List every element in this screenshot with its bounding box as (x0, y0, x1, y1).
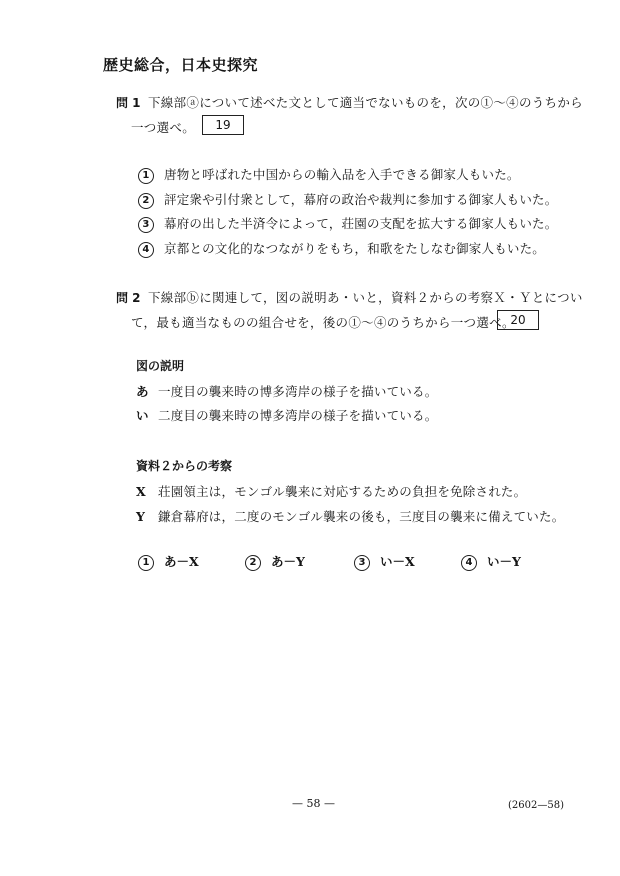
q1-text-line1: 下線部ⓐについて述べた文として適当でないものを，次の①～④のうちから (148, 95, 583, 110)
source-item-y (136, 507, 564, 525)
q2-label: 問 2 (116, 291, 141, 305)
q1-label: 問 1 (116, 96, 141, 110)
q2-choice-1 (138, 552, 199, 571)
q2-text-line1: 下線部ⓑに関連して，図の説明あ・いと，資料２からの考察Ｘ・Ｙとについ (148, 290, 583, 305)
q1-answer-box: 19 (202, 115, 244, 135)
q2-choice-3 (354, 552, 415, 571)
choice-number-icon: 3 (354, 555, 370, 571)
source-consideration-heading: 資料２からの考察 (136, 459, 233, 473)
q1-option-1 (138, 165, 520, 184)
choice-number-icon: 2 (245, 555, 261, 571)
item-mark: Y (136, 509, 146, 524)
item-text: 荘園領主は，モンゴル襲来に対応するための負担を免除された。 (158, 484, 527, 499)
q1-text-line2: 一つ選べ。 (131, 120, 196, 135)
option-number-icon: 3 (138, 217, 154, 233)
item-mark: X (136, 484, 146, 499)
item-mark: い (136, 408, 149, 423)
choice-number-icon: 1 (138, 555, 154, 571)
q2-choice-4 (461, 552, 521, 571)
choice-text: い－X (380, 554, 415, 569)
item-mark: あ (136, 384, 149, 399)
item-text: 鎌倉幕府は，二度のモンゴル襲来の後も，三度目の襲来に備えていた。 (158, 509, 565, 524)
q2-answer-box: 20 (497, 310, 539, 330)
choice-text: あ－X (164, 554, 199, 569)
section-title: 歴史総合，日本史探究 (103, 56, 259, 74)
figure-item-i (136, 406, 437, 424)
q1-option-4 (138, 239, 545, 258)
option-number-icon: 1 (138, 168, 154, 184)
q1-option-2 (138, 190, 557, 209)
option-text: 唐物と呼ばれた中国からの輸入品を入手できる御家人もいた。 (164, 167, 520, 182)
option-number-icon: 4 (138, 242, 154, 258)
choice-text: あ－Y (271, 554, 305, 569)
option-text: 幕府の出した半済令によって，荘園の支配を拡大する御家人もいた。 (164, 216, 558, 231)
choice-text: い－Y (487, 554, 521, 569)
option-number-icon: 2 (138, 193, 154, 209)
option-text: 評定衆や引付衆として，幕府の政治や裁判に参加する御家人もいた。 (164, 192, 558, 207)
q1-option-3 (138, 214, 557, 233)
page-code: (2602—58) (508, 800, 564, 811)
q2-choice-2 (245, 552, 305, 571)
source-item-x (136, 482, 526, 500)
option-text: 京都との文化的なつながりをもち，和歌をたしなむ御家人もいた。 (164, 241, 546, 256)
item-text: 一度目の襲来時の博多湾岸の様子を描いている。 (158, 384, 438, 399)
figure-explanation-heading: 図の説明 (136, 359, 185, 373)
choice-number-icon: 4 (461, 555, 477, 571)
figure-item-a (136, 382, 437, 400)
page-number: — 58 — (292, 797, 335, 810)
q2-text-line2: て，最も適当なものの組合せを，後の①～④のうちから一つ選べ。 (131, 315, 515, 330)
item-text: 二度目の襲来時の博多湾岸の様子を描いている。 (158, 408, 438, 423)
